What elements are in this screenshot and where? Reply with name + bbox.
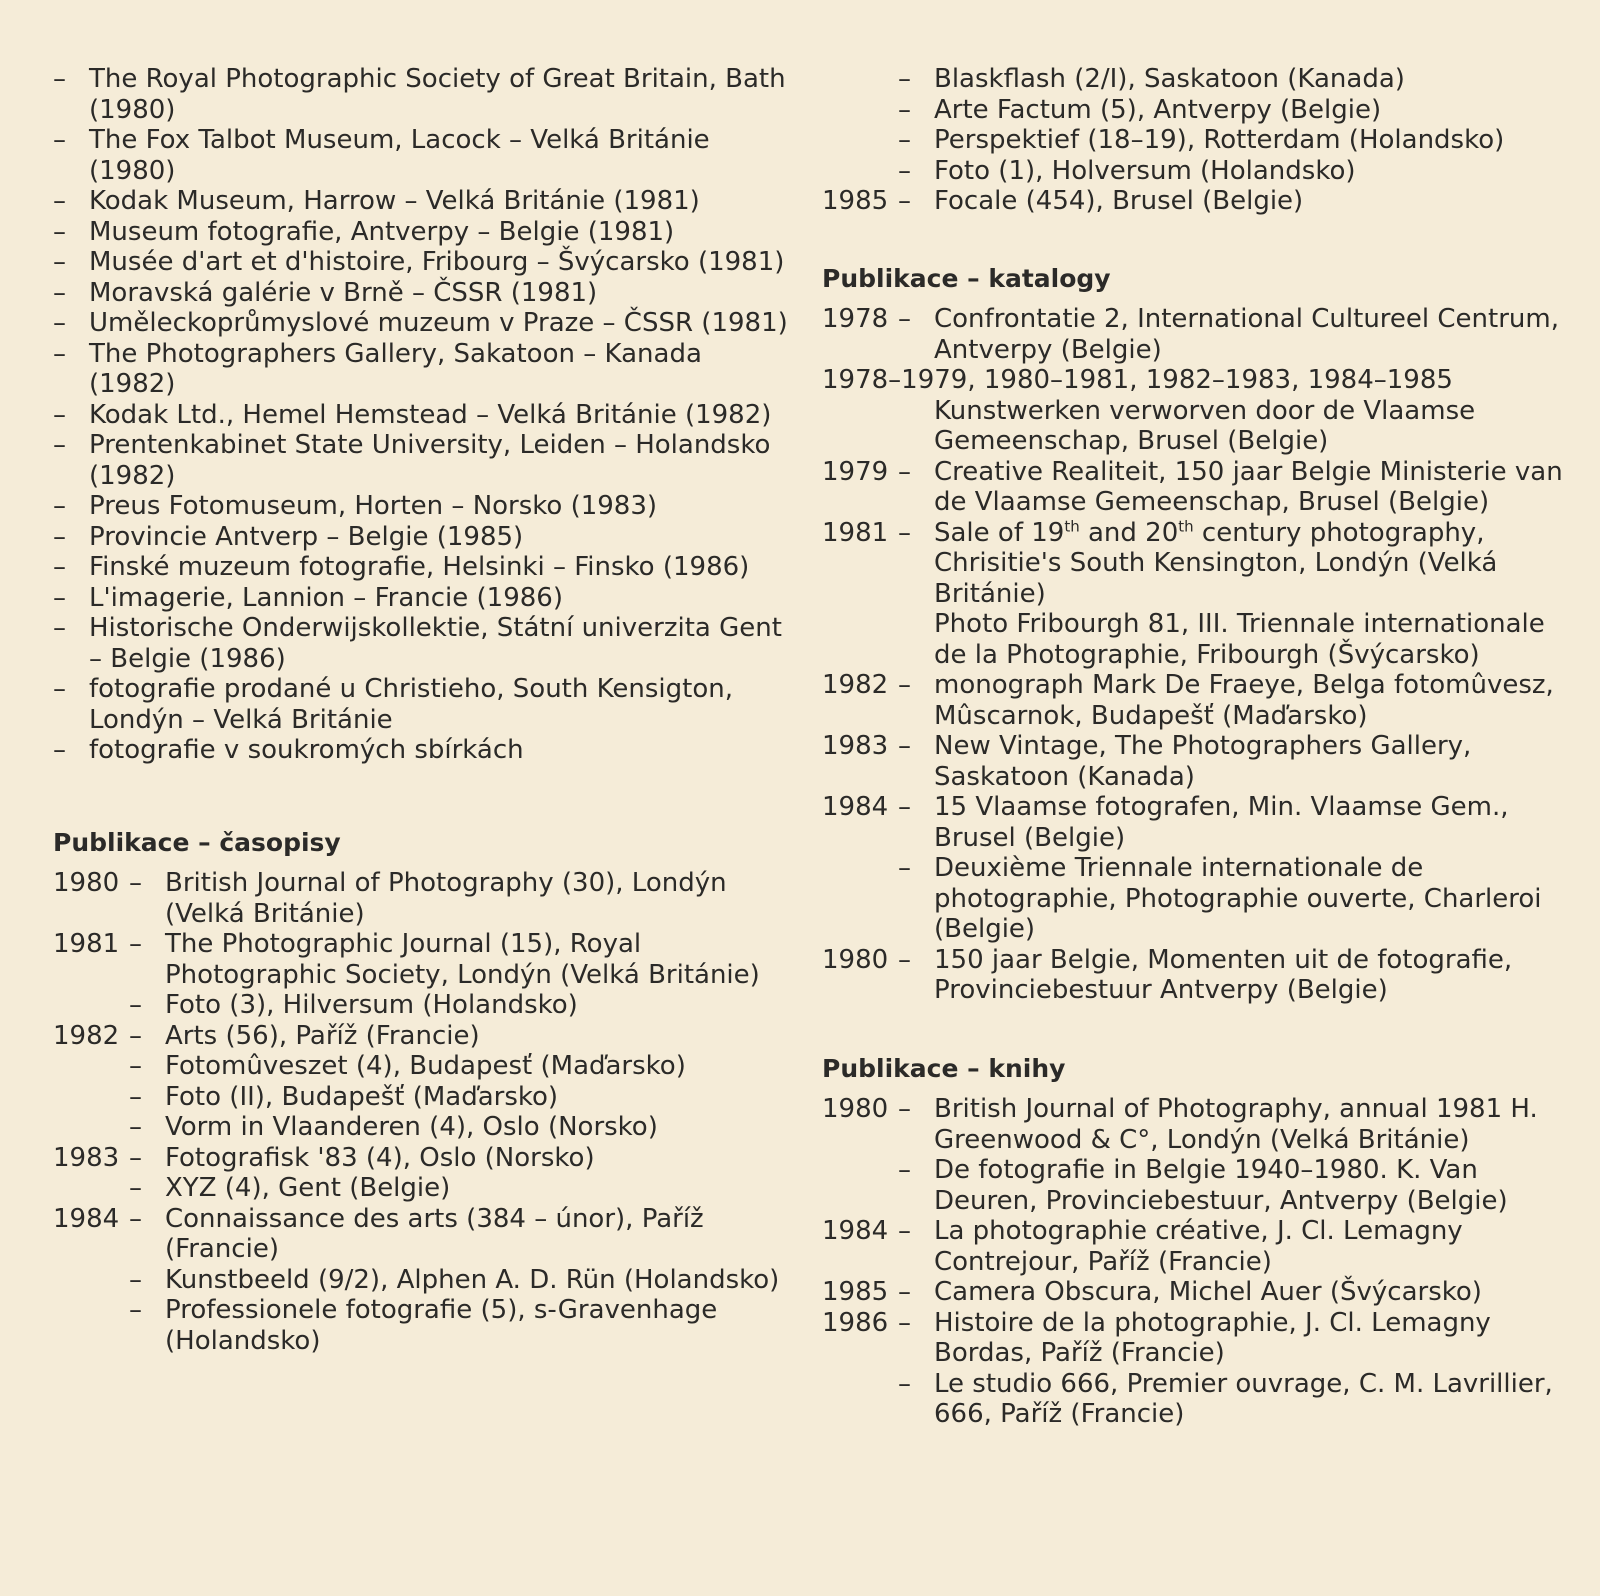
list-item: – Musée d'art et d'histoire, Fribourg – Švýcarsko (1981) [53,247,785,277]
table-row: 1982 – monograph Mark De Fraeye, Belga fotomûvesz, Mûscarnok, Budapešť (Maďarsko) [822,670,1554,731]
table-row: 1986 – Histoire de la photographie, J. Cl. Lemagny Bordas, Paříž (Francie) [822,1307,1491,1368]
table-row: – Vorm in Vlaanderen (4), Oslo (Norsko) [129,1112,658,1142]
table-row: – Blaskflash (2/I), Saskatoon (Kanada) [898,64,1405,94]
table-row: 1980 – British Journal of Photography, annual 1981 H. Greenwood & C°, Londýn (Velká Británie) [822,1094,1538,1155]
table-row: 1978–1979, 1980–1981, 1982–1983, 1984–1985 Kunstwerken verworven door de Vlaamse Gemeenschap, Brusel (Belgie) [822,365,1476,456]
table-row: – Foto (1), Holversum (Holandsko) [898,155,1356,186]
list-item: – The Photographers Gallery, Sakatoon – Kanada (1982) [53,338,702,399]
list-item: – Preus Fotomuseum, Horten – Norsko (1983) [53,491,658,521]
list-item: – Kodak Ltd., Hemel Hemstead – Velká Británie (1982) [53,399,772,430]
list-item: – Provincie Antverp – Belgie (1985) [53,521,524,552]
table-row: 1984 – 15 Vlaamse fotografen, Min. Vlaamse Gem., Brusel (Belgie) [822,792,1509,853]
katalogy-list [822,304,1582,1006]
list-item: – Historische Onderwijskollektie, Státní univerzita Gent – Belgie (1986) [53,613,782,674]
table-row: – Foto (3), Hilversum (Holandsko) [129,990,578,1020]
list-item: – Prentenkabinet State University, Leiden – Holandsko (1982) [53,430,771,491]
collections-list [53,64,793,766]
list-item: – Museum fotografie, Antverpy – Belgie (1981) [53,216,675,247]
knihy-list [822,1094,1582,1430]
table-row: 1982 – Arts (56), Paříž (Francie) [53,1020,480,1051]
knihy-heading: Publikace – knihy [822,1053,1066,1083]
katalogy-heading: Publikace – katalogy [822,263,1111,293]
table-row: 1983 – New Vintage, The Photographers Gallery, Saskatoon (Kanada) [822,731,1472,792]
table-row: – Professionele fotografie (5), s-Gravenhage (Holandsko) [129,1295,718,1356]
table-row: – Foto (II), Budapešť (Maďarsko) [129,1081,559,1112]
table-row: 1985 – Focale (454), Brusel (Belgie) [822,186,1304,216]
list-item: – fotografie v soukromých sbírkách [53,735,524,765]
right-column [822,64,1582,1430]
table-row: 1984 – Connaissance des arts (384 – únor), Paříž (Francie) [53,1203,704,1264]
table-row: – Deuxième Triennale internationale de photographie, Photographie ouverte, Charleroi (Belgie) [898,853,1542,944]
casopisy-list [53,868,793,1356]
list-item: – The Fox Talbot Museum, Lacock – Velká Británie (1980) [53,125,710,186]
table-row: – XYZ (4), Gent (Belgie) [129,1173,451,1203]
table-row: 1978 – Confrontatie 2, International Cultureel Centrum, Antverpy (Belgie) [822,304,1559,365]
list-item: – The Royal Photographic Society of Great Britain, Bath (1980) [53,64,786,125]
table-row: – Fotomûveszet (4), Budapesť (Maďarsko) [129,1051,686,1081]
list-item: – Kodak Museum, Harrow – Velká Británie (1981) [53,186,700,216]
table-row: 1980 – 150 jaar Belgie, Momenten uit de fotografie, Provinciebestuur Antverpy (Belgie) [822,944,1513,1005]
table-row: – Le studio 666, Premier ouvrage, C. M. Lavrillier, 666, Paříž (Francie) [898,1368,1553,1429]
table-row: – De fotografie in Belgie 1940–1980. K. Van Deuren, Provinciebestuur, Antverpy (Belgie) [898,1155,1508,1216]
table-row: 1985 – Camera Obscura, Michel Auer (Švýcarsko) [822,1277,1482,1307]
left-column [53,64,793,1356]
table-row: 1981 – The Photographic Journal (15), Royal Photographic Society, Londýn (Velká Británie) [53,929,760,990]
table-row: 1981 – Sale of 19th and 20th century photography, Chrisitie's South Kensington, Londýn (Velká Británie) Photo Fribourgh 81, III. Triennale internationale de la Photographie, Fribourgh (Švýcarsko) [822,516,1545,670]
list-item: – fotografie prodané u Christieho, South Kensigton, Londýn – Velká Británie [53,674,733,735]
table-row: 1980 – British Journal of Photography (30), Londýn (Velká Británie) [53,868,727,929]
casopisy-list-continued [822,64,1582,217]
table-row: – Perspektief (18–19), Rotterdam (Holandsko) [898,125,1505,155]
table-row: 1984 – La photographie créative, J. Cl. Lemagny Contrejour, Paříž (Francie) [822,1216,1463,1277]
list-item: – Uměleckoprůmyslové muzeum v Praze – ČSSR (1981) [53,308,788,338]
list-item: – Moravská galérie v Brně – ČSSR (1981) [53,277,598,308]
table-row: 1979 – Creative Realiteit, 150 jaar Belgie Ministerie van de Vlaamse Gemeenschap, Brusel (Belgie) [822,456,1563,517]
table-row: – Arte Factum (5), Antverpy (Belgie) [898,94,1382,125]
table-row: 1983 – Fotografisk '83 (4), Oslo (Norsko) [53,1142,595,1173]
list-item: – L'imagerie, Lannion – Francie (1986) [53,582,563,613]
casopisy-heading: Publikace – časopisy [53,827,341,857]
table-row: – Kunstbeeld (9/2), Alphen A. D. Rün (Holandsko) [129,1264,780,1295]
list-item: – Finské muzeum fotografie, Helsinki – Finsko (1986) [53,552,750,582]
